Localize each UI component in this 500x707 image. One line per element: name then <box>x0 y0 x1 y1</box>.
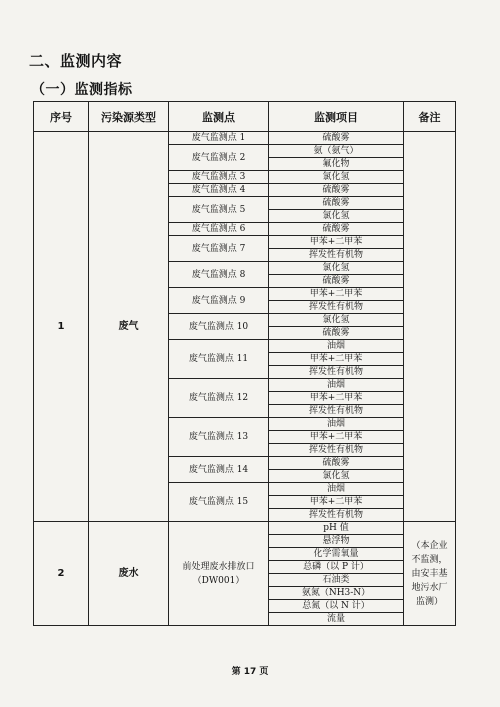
monitoring-item-cell: 挥发性有机物 <box>269 405 404 418</box>
monitoring-point-cell: 废气监测点 7 <box>169 236 269 262</box>
monitoring-item-cell: 硫酸雾 <box>269 197 404 210</box>
monitoring-item-cell: 挥发性有机物 <box>269 301 404 314</box>
monitoring-item-cell: pH 值 <box>269 522 404 535</box>
monitoring-point-cell: 废气监测点 4 <box>169 184 269 197</box>
monitoring-item-cell: 挥发性有机物 <box>269 249 404 262</box>
monitoring-item-cell: 硫酸雾 <box>269 223 404 236</box>
monitoring-item-cell: 总磷（以 P 计） <box>269 561 404 574</box>
monitoring-item-cell: 石油类 <box>269 574 404 587</box>
monitoring-point-cell: 废气监测点 6 <box>169 223 269 236</box>
monitoring-item-cell: 总氮（以 N 计） <box>269 600 404 613</box>
monitoring-point-cell: 废气监测点 8 <box>169 262 269 288</box>
row-seq: 1 <box>34 132 89 522</box>
monitoring-item-cell: 甲苯+二甲苯 <box>269 496 404 509</box>
monitoring-point-cell: 废气监测点 3 <box>169 171 269 184</box>
monitoring-point-cell: 废气监测点 5 <box>169 197 269 223</box>
remark-cell <box>404 132 456 522</box>
monitoring-item-cell: 甲苯+二甲苯 <box>269 431 404 444</box>
monitoring-item-cell: 化学需氧量 <box>269 548 404 561</box>
monitoring-item-cell: 氯化氢 <box>269 314 404 327</box>
monitoring-item-cell: 氯化氢 <box>269 210 404 223</box>
monitoring-item-cell: 挥发性有机物 <box>269 366 404 379</box>
monitoring-item-cell: 硫酸雾 <box>269 184 404 197</box>
monitoring-point-cell: 废气监测点 1 <box>169 132 269 145</box>
monitoring-item-cell: 甲苯+二甲苯 <box>269 392 404 405</box>
row-seq: 2 <box>34 522 89 626</box>
monitoring-item-cell: 氯化氢 <box>269 470 404 483</box>
monitoring-point-cell: 前处理废水排放口（DW001） <box>169 522 269 626</box>
monitoring-item-cell: 氨（氨气） <box>269 145 404 158</box>
monitoring-item-cell: 甲苯+二甲苯 <box>269 236 404 249</box>
remark-cell: （本企业不监测，由安丰基地污水厂监测） <box>404 522 456 626</box>
monitoring-item-cell: 氨氮（NH3-N） <box>269 587 404 600</box>
header-remark: 备注 <box>404 102 456 132</box>
monitoring-item-cell: 油烟 <box>269 379 404 392</box>
monitoring-item-cell: 硫酸雾 <box>269 457 404 470</box>
row-source-type: 废水 <box>89 522 169 626</box>
page-number: 第 17 页 <box>231 667 269 677</box>
monitoring-point-cell: 废气监测点 10 <box>169 314 269 340</box>
monitoring-item-cell: 油烟 <box>269 340 404 353</box>
monitoring-point-cell: 废气监测点 11 <box>169 340 269 379</box>
header-seq: 序号 <box>34 102 89 132</box>
monitoring-item-cell: 氯化氢 <box>269 262 404 275</box>
monitoring-table <box>33 101 456 626</box>
monitoring-point-cell: 废气监测点 13 <box>169 418 269 457</box>
row-source-type: 废气 <box>89 132 169 522</box>
header-source-type: 污染源类型 <box>89 102 169 132</box>
monitoring-item-cell: 硫酸雾 <box>269 327 404 340</box>
header-monitoring-point: 监测点 <box>169 102 269 132</box>
monitoring-point-cell: 废气监测点 2 <box>169 145 269 171</box>
monitoring-point-cell: 废气监测点 14 <box>169 457 269 483</box>
monitoring-item-cell: 油烟 <box>269 483 404 496</box>
monitoring-point-cell: 废气监测点 12 <box>169 379 269 418</box>
monitoring-item-cell: 氟化物 <box>269 158 404 171</box>
table-row <box>34 522 456 535</box>
monitoring-point-cell: 废气监测点 15 <box>169 483 269 522</box>
section-heading: 二、监测内容 <box>29 52 123 70</box>
monitoring-item-cell: 甲苯+二甲苯 <box>269 288 404 301</box>
monitoring-point-cell: 废气监测点 9 <box>169 288 269 314</box>
monitoring-item-cell: 硫酸雾 <box>269 275 404 288</box>
monitoring-item-cell: 甲苯+二甲苯 <box>269 353 404 366</box>
monitoring-item-cell: 挥发性有机物 <box>269 444 404 457</box>
monitoring-item-cell: 流量 <box>269 613 404 626</box>
header-monitoring-item: 监测项目 <box>269 102 404 132</box>
subsection-heading: （一）监测指标 <box>31 82 133 98</box>
monitoring-item-cell: 油烟 <box>269 418 404 431</box>
monitoring-item-cell: 氯化氢 <box>269 171 404 184</box>
table-row <box>34 132 456 145</box>
monitoring-item-cell: 挥发性有机物 <box>269 509 404 522</box>
monitoring-item-cell: 硫酸雾 <box>269 132 404 145</box>
table-header-row <box>34 102 456 132</box>
monitoring-item-cell: 悬浮物 <box>269 535 404 548</box>
